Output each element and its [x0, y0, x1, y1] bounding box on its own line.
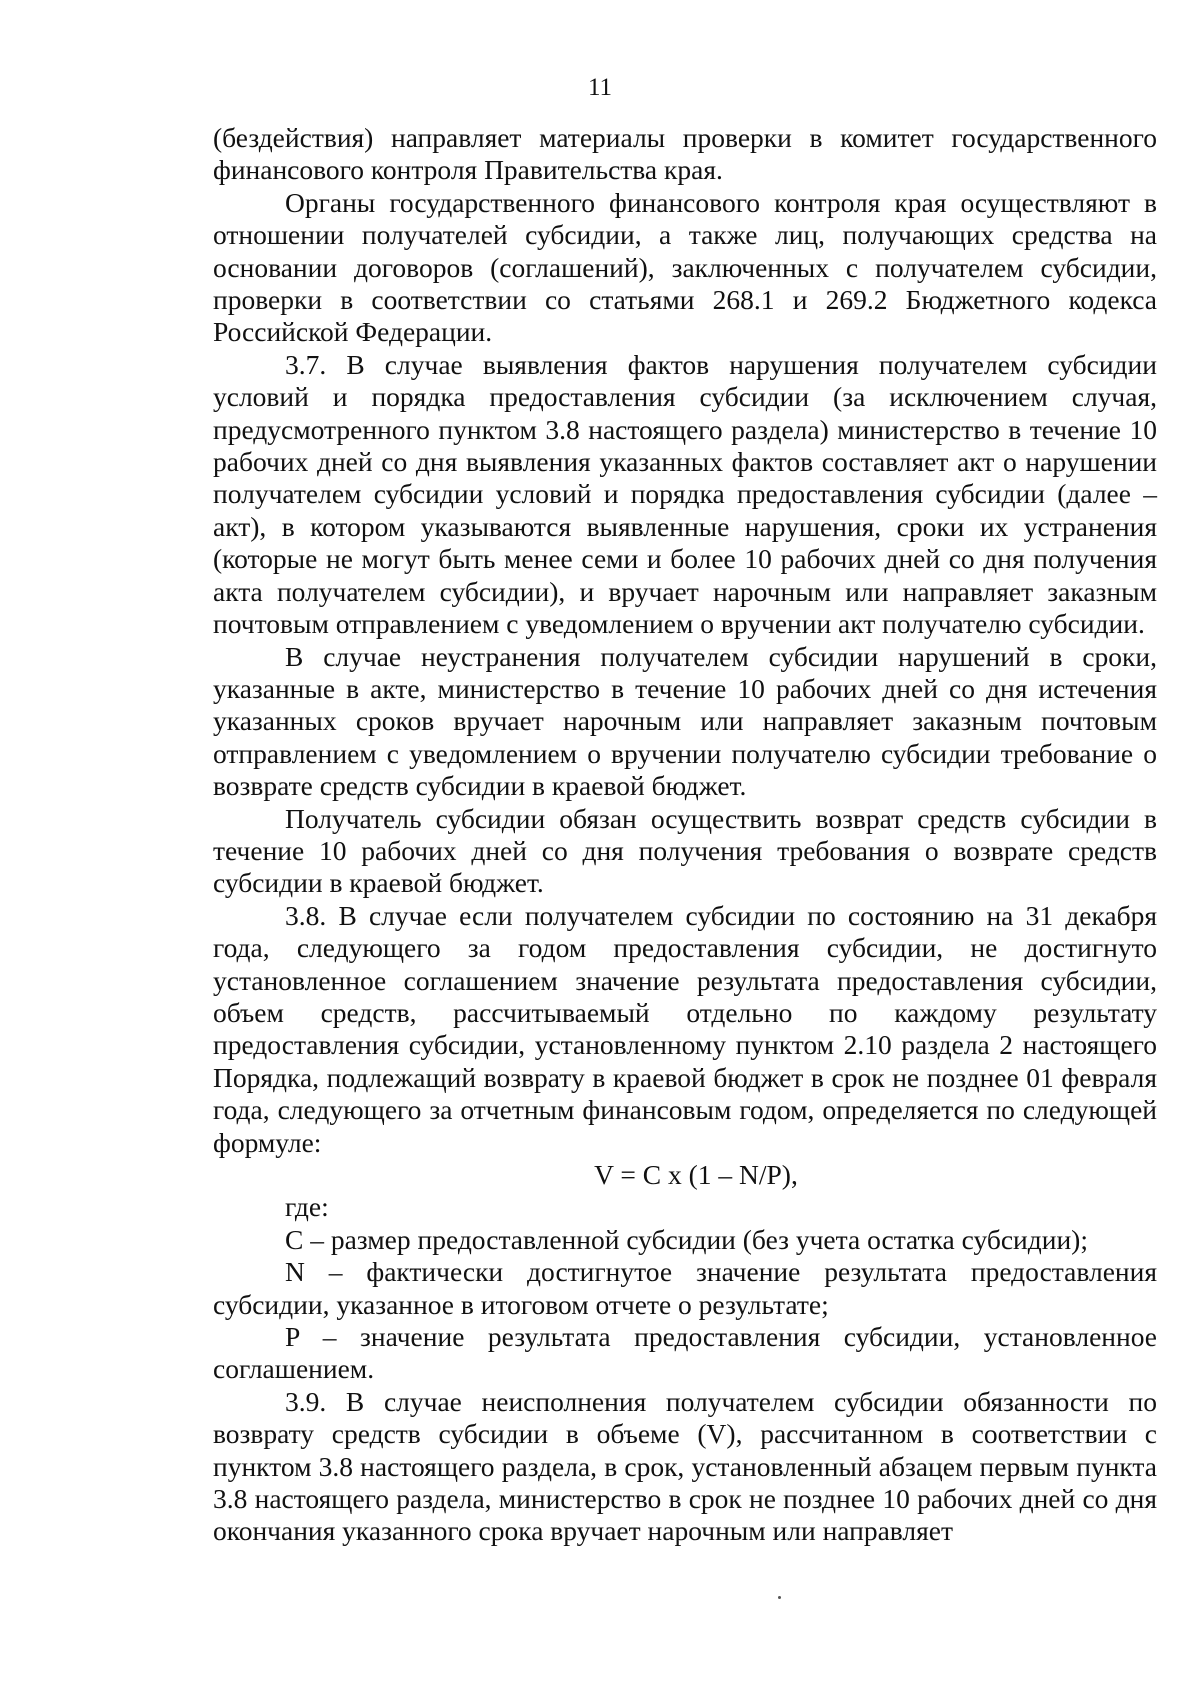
formula-where: где:	[285, 1191, 329, 1223]
formula-def-c: C – размер предоставленной субсидии (без учета остатка субсидии);	[285, 1223, 1088, 1255]
document-body	[213, 122, 1157, 1548]
formula: V = C x (1 – N/P),	[594, 1159, 798, 1190]
paragraph-3-8: 3.8. В случае если получателем субсидии по состоянию на 31 декабря года, следующего за годом предоставления субсидии, не достигнуто установленное соглашением значение результата предоставления субсидии, объем средств, рассчитываемый отдельно по каждому результату предоставления субсидии, установленному пунктом 2.10 раздела 2 настоящего Порядка, подлежащий возврату в краевой бюджет в срок не позднее 01 февраля года, следующего за отчетным финансовым годом, определяется по следующей формуле:	[213, 899, 1157, 1158]
paragraph-refund-obligation: Получатель субсидии обязан осуществить возврат средств субсидии в течение 10 рабочих дней со дня получения требования о возврате средств субсидии в краевой бюджет.	[213, 802, 1157, 899]
paragraph-3-9: 3.9. В случае неисполнения получателем субсидии обязанности по возврату средств субсидии в объеме (V), рассчитанном в соответствии с пунктом 3.8 настоящего раздела, в срок, установленный абзацем первым пункта 3.8 настоящего раздела, министерство в срок не позднее 10 рабочих дней со дня окончания указанного срока вручает нарочным или направляет	[213, 1385, 1157, 1547]
page-number: 11	[587, 74, 613, 101]
formula-def-n: N – фактически достигнутое значение результата предоставления субсидии, указанное в итоговом отчете о результате;	[213, 1256, 1157, 1320]
paragraph-3-7: 3.7. В случае выявления фактов нарушения получателем субсидии условий и порядка предоставления субсидии (за исключением случая, предусмотренного пунктом 3.8 настоящего раздела) министерство в течение 10 рабочих дней со дня выявления указанных фактов составляет акт о нарушении получателем субсидии условий и порядка предоставления субсидии (далее – акт), в котором указываются выявленные нарушения, сроки их устранения (которые не могут быть менее семи и более 10 рабочих дней со дня получения акта получателем субсидии), и вручает нарочным или направляет заказным почтовым отправлением с уведомлением о вручении акт получателю субсидии.	[213, 348, 1157, 640]
paragraph-continuation: (бездействия) направляет материалы проверки в комитет государственного финансового контроля Правительства края.	[213, 122, 1157, 186]
scan-speck	[778, 1596, 781, 1599]
paragraph-financial-control: Органы государственного финансового контроля края осуществляют в отношении получателей субсидии, а также лиц, получающих средства на основании договоров (соглашений), заключенных с получателем субсидии, проверки в соответствии со статьями 268.1 и 269.2 Бюджетного кодекса Российской Федерации.	[213, 186, 1157, 348]
formula-def-p: P – значение результата предоставления субсидии, установленное соглашением.	[213, 1321, 1157, 1385]
paragraph-non-elimination: В случае неустранения получателем субсидии нарушений в сроки, указанные в акте, министерство в течение 10 рабочих дней со дня истечения указанных сроков вручает нарочным или направляет заказным почтовым отправлением с уведомлением о вручении получателю субсидии требование о возврате средств субсидии в краевой бюджет.	[213, 640, 1157, 802]
